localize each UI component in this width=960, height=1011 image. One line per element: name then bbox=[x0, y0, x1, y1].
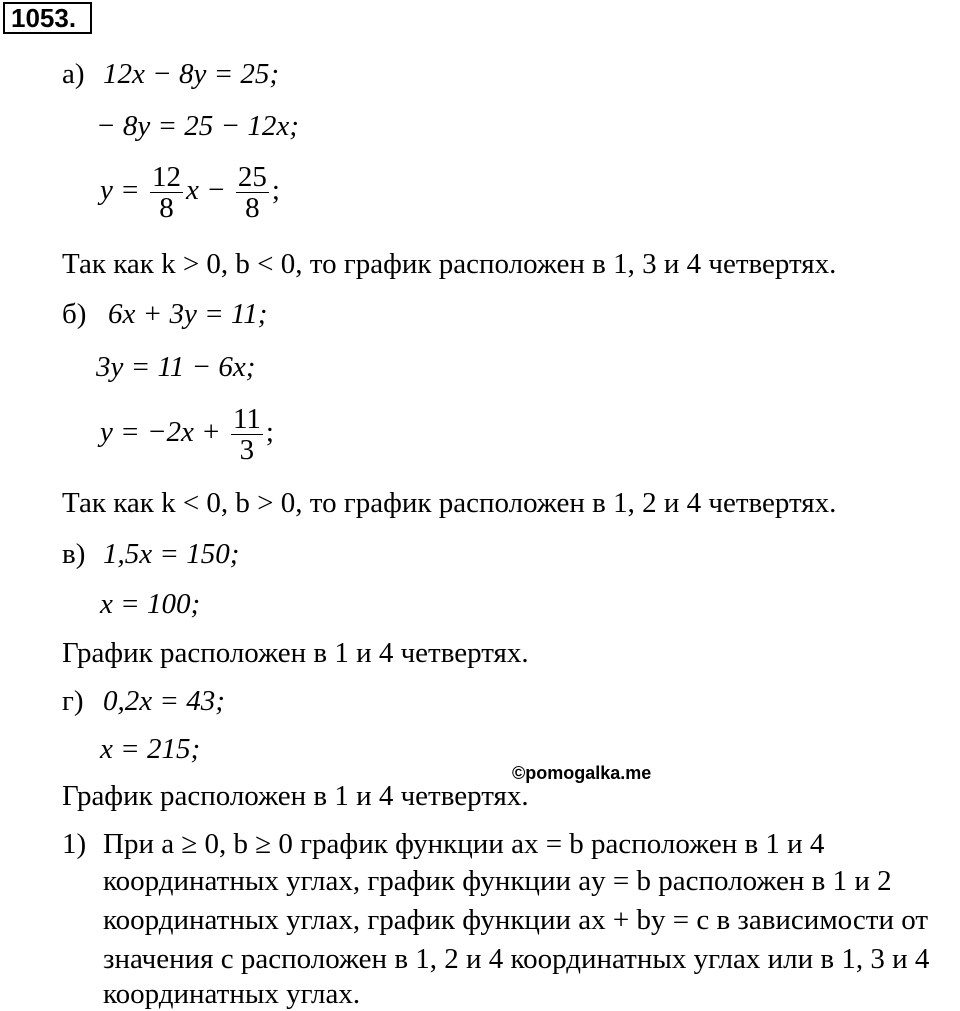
part-g-label: г) bbox=[62, 685, 84, 717]
part-v-equation-1: 1,5x = 150; bbox=[103, 538, 240, 570]
part-g-conclusion: График расположен в 1 и 4 четвертях. bbox=[62, 780, 529, 812]
part-v-conclusion: График расположен в 1 и 4 четвертях. bbox=[62, 637, 529, 669]
watermark: ©pomogalka.me bbox=[512, 763, 652, 783]
note-line-5: координатных углах. bbox=[103, 978, 361, 1010]
problem-number: 1053. bbox=[3, 2, 92, 34]
part-v-equation-2: x = 100; bbox=[100, 588, 201, 620]
part-v-label: в) bbox=[62, 538, 86, 570]
part-b-equation-1: 6x + 3y = 11; bbox=[108, 298, 268, 330]
part-g-equation-1: 0,2x = 43; bbox=[103, 685, 225, 717]
note-line-3: координатных углах, график функции ax + by = c в зависимости от bbox=[103, 904, 928, 936]
note-line-4: значения c расположен в 1, 2 и 4 координатных углах или в 1, 3 и 4 bbox=[103, 943, 930, 975]
part-b-equation-2: 3y = 11 − 6x; bbox=[96, 351, 256, 383]
part-a-equation-2: − 8y = 25 − 12x; bbox=[96, 110, 299, 142]
part-b-label: б) bbox=[62, 298, 87, 330]
fraction-12-8: $\frac{12}{8}$ bbox=[151, 161, 181, 224]
part-a-equation-1: 12x − 8y = 25; bbox=[103, 58, 280, 90]
note-line-1: При a ≥ 0, b ≥ 0 график функции ax = b расположен в 1 и 4 bbox=[103, 828, 825, 860]
part-g-equation-2: x = 215; bbox=[100, 733, 201, 765]
part-b-equation-3: y = −2x + $\frac{11}{3}$ ; bbox=[100, 403, 274, 466]
fraction-25-8: $\frac{25}{8}$ bbox=[237, 161, 267, 224]
part-a-conclusion: Так как k > 0, b < 0, то график расположен в 1, 3 и 4 четвертях. bbox=[62, 248, 837, 280]
fraction-11-3: $\frac{11}{3}$ bbox=[232, 403, 261, 466]
note-line-2: координатных углах, график функции ay = b расположен в 1 и 2 bbox=[103, 865, 892, 897]
part-a-equation-3: y = $\frac{12}{8}$ x − $\frac{25}{8}$ ; bbox=[100, 161, 280, 224]
part-b-conclusion: Так как k < 0, b > 0, то график расположен в 1, 2 и 4 четвертях. bbox=[62, 487, 837, 519]
part-a-label: а) bbox=[62, 58, 85, 90]
note-label: 1) bbox=[62, 828, 87, 860]
